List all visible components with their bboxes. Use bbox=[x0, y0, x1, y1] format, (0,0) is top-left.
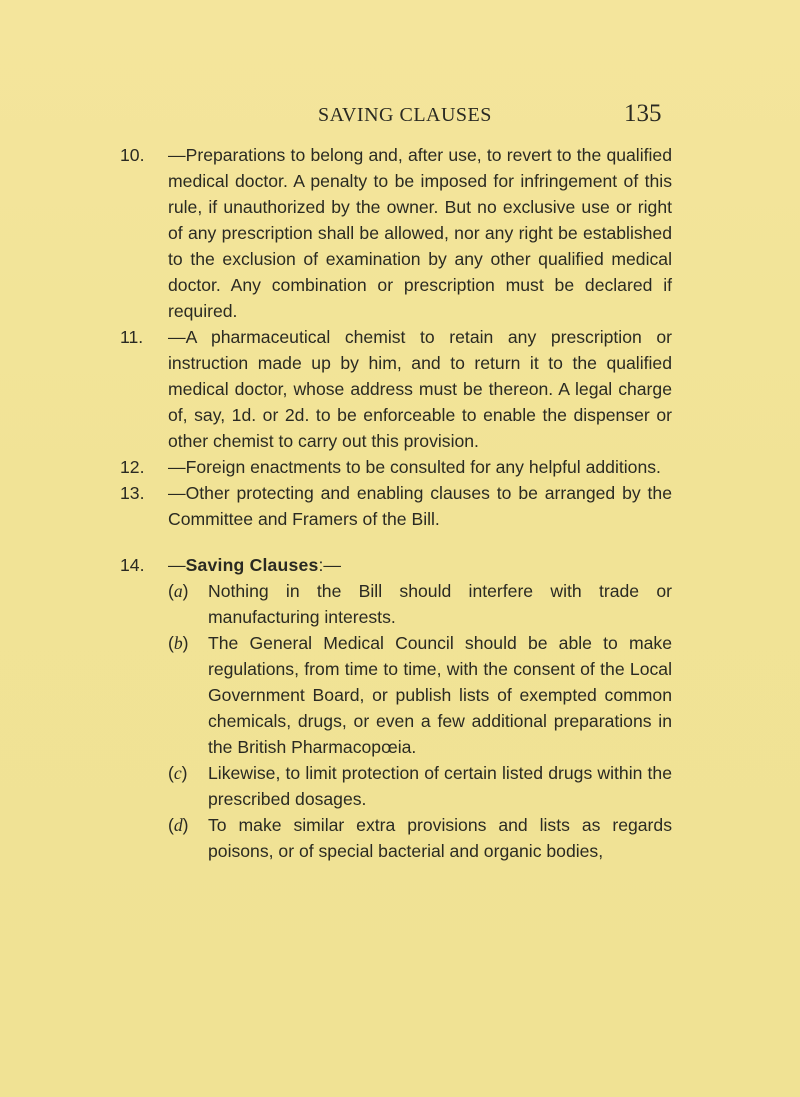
sub-clause-label: (a) bbox=[168, 581, 189, 601]
clause-number: 10. bbox=[120, 145, 145, 165]
section-spacer bbox=[120, 532, 672, 552]
saving-clauses-heading: Saving Clauses bbox=[185, 555, 319, 575]
sub-clause-label: (c) bbox=[168, 763, 188, 783]
clause-text: —Other protecting and enabling clauses to be arranged by the Committee and Framers of the Bill. bbox=[168, 483, 672, 529]
sub-clause-d bbox=[120, 812, 672, 864]
clause-12 bbox=[120, 454, 672, 480]
sub-clause-text: Nothing in the Bill should interfere with trade or manufacturing interests. bbox=[208, 581, 672, 627]
clause-13 bbox=[120, 480, 672, 532]
clause-text: —Foreign enactments to be consulted for any helpful additions. bbox=[168, 457, 661, 477]
clause-11 bbox=[120, 324, 672, 454]
clause-text: —Preparations to belong and, after use, to revert to the qualified medical doctor. A penalty to be imposed for infringement of this rule, if unauthorized by the owner. But no exclusive use or right of any prescription shall be allowed, nor any right be established to the exclusion of examination by any other qualified medical doctor. Any combination or prescription must be declared if required. bbox=[168, 145, 672, 321]
running-title: SAVING CLAUSES bbox=[318, 104, 492, 126]
page-header bbox=[0, 100, 800, 134]
clause-number: 13. bbox=[120, 483, 145, 503]
clause-number: 11. bbox=[120, 327, 144, 347]
sub-clause-label: (d) bbox=[168, 815, 189, 835]
sub-clause-c bbox=[120, 760, 672, 812]
clause-text: —A pharmaceutical chemist to retain any prescription or instruction made up by him, and to return it to the qualified medical doctor, whose address must be thereon. A legal charge of, say, 1d. or 2d. to be enforceable to enable the dispenser or other chemist to carry out this provision. bbox=[168, 327, 672, 451]
heading-dash: — bbox=[168, 555, 186, 575]
sub-clause-text: The General Medical Council should be able to make regulations, from time to time, with the consent of the Local Government Board, or publish lists of exempted common chemicals, drugs, or even a few additional preparations in the British Pharmacopœia. bbox=[208, 633, 672, 757]
sub-clause-a bbox=[120, 578, 672, 630]
sub-clause-text: Likewise, to limit protection of certain listed drugs within the prescribed dosages. bbox=[208, 763, 672, 809]
clause-14-heading bbox=[120, 552, 672, 578]
clause-10 bbox=[120, 142, 672, 324]
sub-clause-b bbox=[120, 630, 672, 760]
sub-clause-text: To make similar extra provisions and lists as regards poisons, or of special bacterial and organic bodies, bbox=[208, 815, 672, 861]
sub-clause-label: (b) bbox=[168, 633, 189, 653]
body-text bbox=[120, 142, 672, 864]
clause-number: 12. bbox=[120, 457, 145, 477]
heading-suffix: :— bbox=[318, 555, 341, 575]
page-number: 135 bbox=[624, 100, 662, 127]
clause-number: 14. bbox=[120, 555, 145, 575]
